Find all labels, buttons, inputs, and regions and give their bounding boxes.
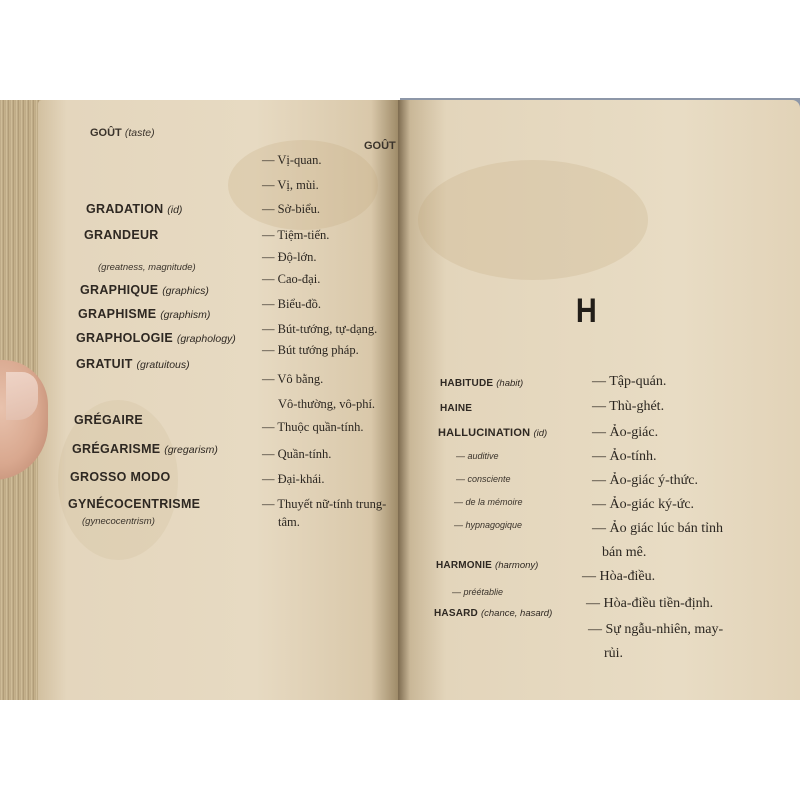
term: GRADATION <box>86 202 164 216</box>
translation-continued: bán mê. <box>602 545 647 560</box>
translation: — Cao-đại. <box>262 272 321 286</box>
translation: — Vô bằng. <box>262 372 324 386</box>
translation: — Ảo giác lúc bán tỉnh <box>592 521 724 536</box>
translation: — Đại-khái. <box>262 472 325 486</box>
term: HARMONIE <box>436 560 493 571</box>
headword <box>434 608 552 619</box>
translation: — Ảo-giác. <box>592 425 659 440</box>
sub-entry: — de la mémoire <box>454 497 523 507</box>
term: HASARD <box>434 608 478 619</box>
running-head-left <box>90 127 155 139</box>
translation: — Biểu-đồ. <box>262 297 322 311</box>
translation: — Ảo-giác ký-ức. <box>592 497 695 512</box>
term-en: (gratuitous) <box>136 359 190 371</box>
term: GRAPHISME <box>78 307 157 321</box>
translation-continued: rủi. <box>604 646 624 661</box>
translation: — Độ-lớn. <box>262 250 317 264</box>
term: HALLUCINATION <box>438 427 531 439</box>
term-en: (id) <box>167 204 183 216</box>
section-letter: H <box>575 292 597 330</box>
headword <box>440 378 523 389</box>
translation: — Vị-quan. <box>262 153 322 167</box>
term-en: (graphism) <box>160 309 211 321</box>
translation: — Ảo-giác ý-thức. <box>592 473 698 488</box>
translation: — Thuộc quần-tính. <box>262 420 364 434</box>
translation: — Bút tướng pháp. <box>262 343 359 357</box>
sub-entry: — auditive <box>456 451 499 461</box>
term-en: (graphics) <box>162 285 209 297</box>
term: GRAPHIQUE <box>80 283 159 297</box>
term-en: (id) <box>533 428 548 439</box>
background-bottom <box>0 700 800 800</box>
headword: GRANDEUR <box>84 228 159 242</box>
header-term: GOÛT <box>90 127 122 139</box>
term-en: (gregarism) <box>164 444 218 456</box>
headword <box>86 202 182 216</box>
headword <box>436 560 538 571</box>
sub-entry: — consciente <box>456 474 511 484</box>
headword <box>438 427 547 439</box>
translation-continued: tâm. <box>278 515 300 529</box>
headword <box>76 331 236 345</box>
term-en: (harmony) <box>495 560 539 571</box>
headword <box>72 442 218 456</box>
translation: — Tiệm-tiến. <box>262 228 330 242</box>
translation: — Ảo-tính. <box>592 449 657 464</box>
translation: — Hòa-điều tiền-định. <box>586 596 714 611</box>
headword <box>80 283 209 297</box>
translation: — Hòa-điều. <box>582 569 656 584</box>
translation: — Sở-biểu. <box>262 202 320 216</box>
translation: — Quần-tính. <box>262 447 332 461</box>
headword <box>78 307 210 321</box>
sub-entry: — préétablie <box>452 587 504 597</box>
translation: — Thù-ghét. <box>592 399 665 414</box>
page-stain <box>418 160 648 280</box>
term: HABITUDE <box>440 378 494 389</box>
header-term-en: (taste) <box>124 127 155 139</box>
translation: — Sự ngẫu-nhiên, may- <box>588 622 724 637</box>
headword-gloss: (gynecocentrism) <box>82 516 155 527</box>
term: GRÉGARISME <box>72 442 161 456</box>
headword: GYNÉCOCENTRISME <box>68 497 201 511</box>
headword <box>76 357 190 371</box>
thumbnail <box>6 372 38 420</box>
term: GRATUIT <box>76 357 133 371</box>
headword: HAINE <box>440 403 473 414</box>
headword-gloss: (greatness, magnitude) <box>98 262 196 273</box>
headword: GROSSO MODO <box>70 470 171 484</box>
term: GRAPHOLOGIE <box>76 331 174 345</box>
term-en: (habit) <box>496 378 524 389</box>
term-en: (chance, hasard) <box>480 608 553 619</box>
translation: — Vị, mùi. <box>262 178 319 192</box>
background-top <box>0 0 800 100</box>
term-en: (graphology) <box>176 333 236 345</box>
translation: — Bút-tướng, tự-dạng. <box>262 322 378 336</box>
translation: — Tập-quán. <box>592 374 667 389</box>
translation: Vô-thường, vô-phí. <box>278 397 376 411</box>
translation: — Thuyết nữ-tính trung- <box>262 497 387 511</box>
headword: GRÉGAIRE <box>74 413 144 427</box>
sub-entry: — hypnagogique <box>454 520 523 530</box>
running-head-right: GOÛT <box>364 140 396 152</box>
